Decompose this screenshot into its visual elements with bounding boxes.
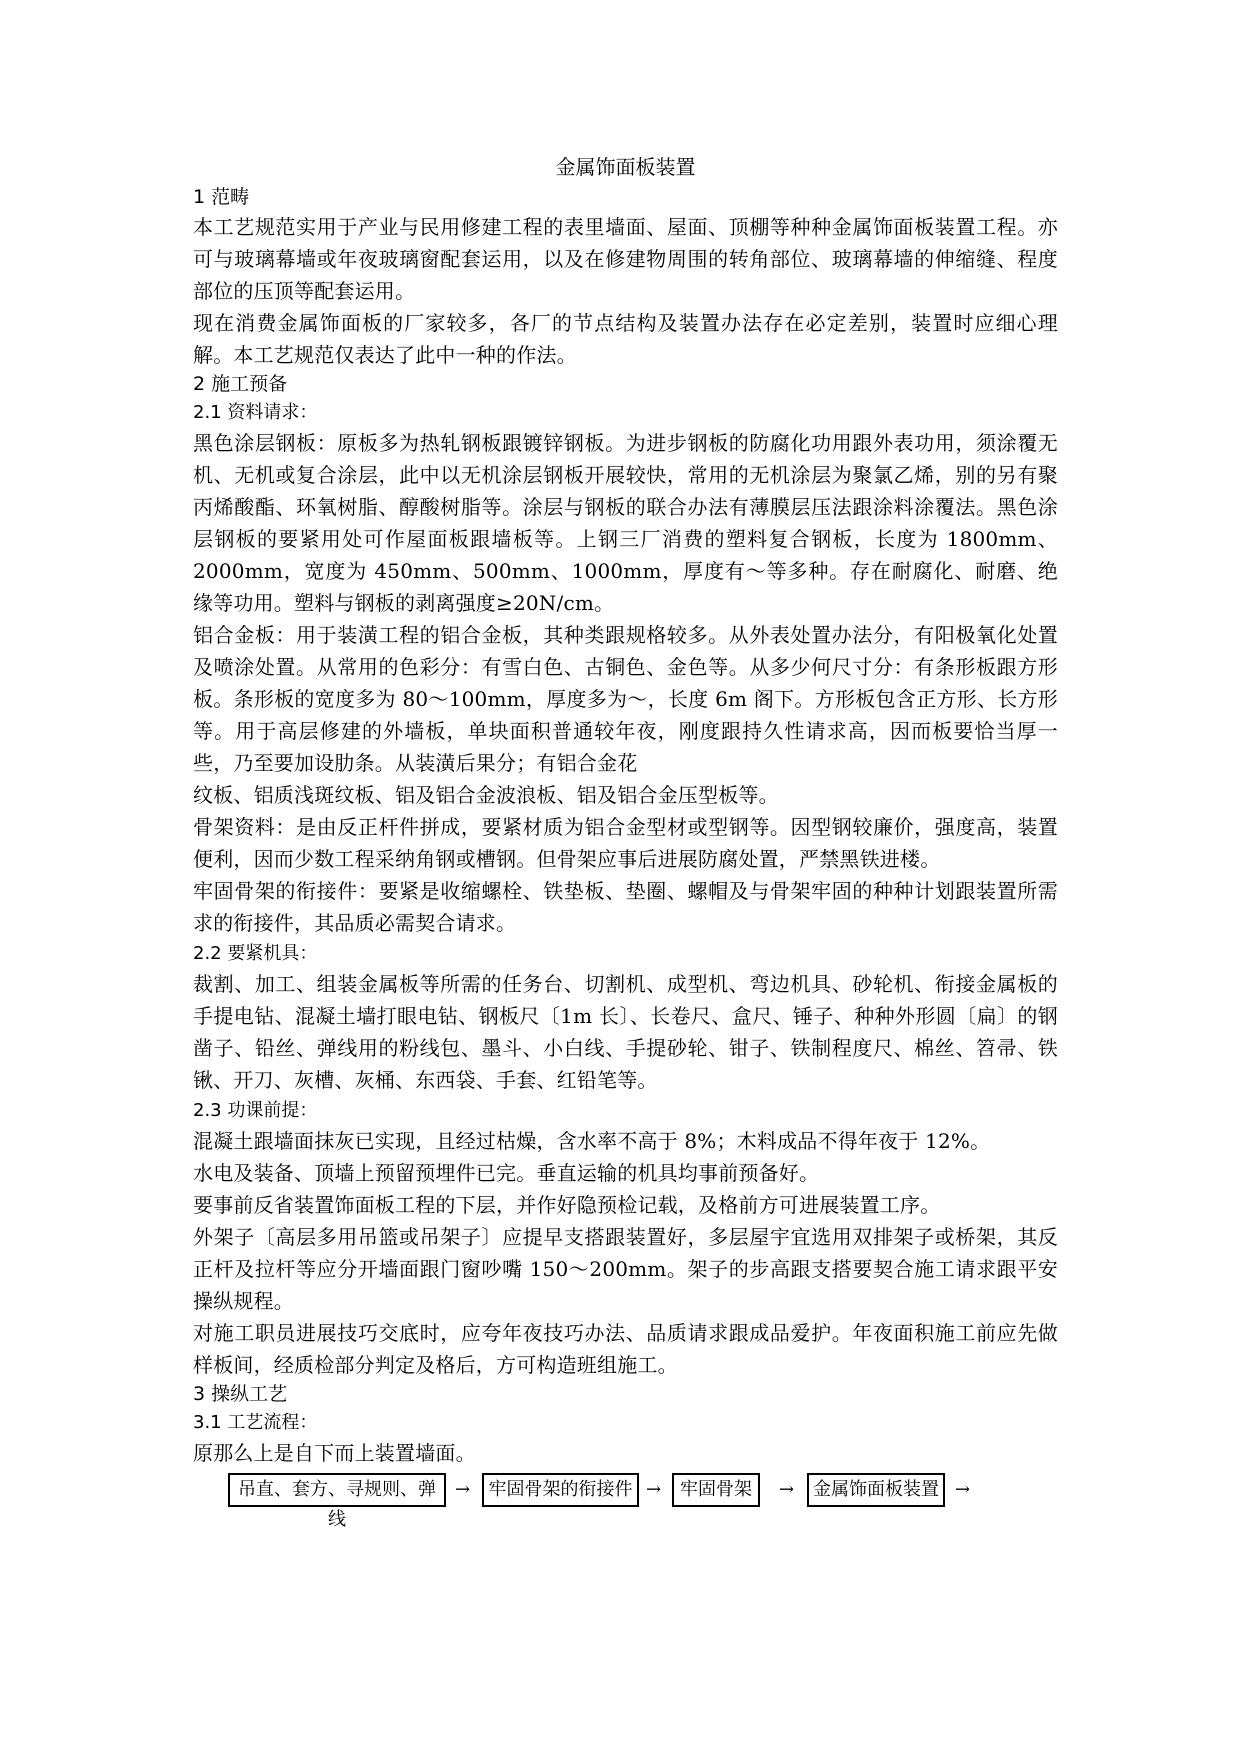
- section-1-heading: 1 范畴: [193, 186, 250, 208]
- flow-step-3: 牢固骨架: [672, 1473, 760, 1507]
- flow-arrow-1: →: [455, 1479, 471, 1500]
- aluminum-panel-paragraph: 铝合金板：用于装潢工程的铝合金板，其种类跟规格较多。从外表处置办法分，有阳极氧化处置及喷涂处置。从常用的色彩分：有雪白色、古铜色、金色等。从多少何尺寸分：有条形板跟方形板。条形板的宽度多为 80～100mm，厚度多为～，长度 6m 阁下。方形板包含正方形、长方形等。用于高层修建的外墙板，单块面积普通较年夜，刚度跟持久性请求高，因而板要恰当厚一些，乃至要加设肋条。从装潢后果分；有铝合金花: [193, 623, 1058, 775]
- flow-step-1: 吊直、套方、寻规则、弹线: [228, 1473, 446, 1507]
- condition-paragraph-3: 要事前反省装置饰面板工程的下层，并作好隐预检记载，及格前方可进展装置工序。: [193, 1193, 941, 1217]
- document-title: 金属饰面板装置: [555, 155, 696, 179]
- condition-paragraph-4: 外架子〔高层多用吊篮或吊架子〕应提早支搭跟装置好，多层屋宇宜选用双排架子或桥架，其反正杆及拉杆等应分开墙面跟门窗吵嘴 150～200mm。架子的步高跟支搭要契合施工请求跟平安操纵规程。: [193, 1225, 1058, 1313]
- section-2-heading: 2 施工预备: [193, 373, 288, 395]
- condition-paragraph-5: 对施工职员进展技巧交底时，应夸年夜技巧办法、品质请求跟成品爱护。年夜面积施工前应先做样板间，经质检部分判定及格后，方可构造班组施工。: [193, 1321, 1058, 1377]
- flow-arrow-4: →: [955, 1479, 971, 1500]
- section-3-1-heading: 3.1 工艺流程：: [193, 1412, 318, 1433]
- section-2-2-heading: 2.2 要紧机具：: [193, 943, 318, 964]
- flow-step-4: 金属饰面板装置: [807, 1473, 945, 1507]
- flow-arrow-3: →: [779, 1479, 795, 1500]
- flow-intro: 原那么上是自下而上装置墙面。: [193, 1441, 476, 1465]
- tools-paragraph: 裁割、加工、组装金属板等所需的任务台、切割机、成型机、弯边机具、砂轮机、衔接金属板的手提电钻、混凝土墙打眼电钻、钢板尺〔1m 长〕、长卷尺、盒尺、锤子、种种外形圆〔扁〕的钢凿子、铅丝、弹线用的粉线包、墨斗、小白线、手提砂轮、钳子、铁制程度尺、棉丝、笤帚、铁锹、开刀、灰槽、灰桶、东西袋、手套、红铅笔等。: [193, 972, 1058, 1092]
- flow-arrow-2: →: [646, 1479, 662, 1500]
- section-1-paragraph-1: 本工艺规范实用于产业与民用修建工程的表里墙面、屋面、顶棚等种种金属饰面板装置工程。亦可与玻璃幕墙或年夜玻璃窗配套运用，以及在修建物周围的转角部位、玻璃幕墙的伸缩缝、程度部位的压顶等配套运用。: [193, 215, 1058, 303]
- connector-paragraph: 牢固骨架的衔接件：要紧是收缩螺栓、铁垫板、垫圈、螺帽及与骨架牢固的种种计划跟装置所需求的衔接件，其品质必需契合请求。: [193, 879, 1058, 935]
- section-2-3-heading: 2.3 功课前提：: [193, 1100, 318, 1121]
- frame-material-paragraph: 骨架资料：是由反正杆件拼成，要紧材质为铝合金型材或型钢等。因型钢较廉价，强度高，装置便利，因而少数工程采纳角钢或槽钢。但骨架应事后进展防腐处置，严禁黑铁进楼。: [193, 815, 1058, 871]
- condition-paragraph-2: 水电及装备、顶墙上预留预埋件已完。垂直运输的机具均事前预备好。: [193, 1161, 820, 1185]
- condition-paragraph-1: 混凝土跟墙面抹灰已实现，且经过枯燥，含水率不高于 8%；木料成品不得年夜于 12%。: [193, 1129, 991, 1153]
- section-3-heading: 3 操纵工艺: [193, 1383, 288, 1405]
- aluminum-panel-paragraph-cont: 纹板、铝质浅斑纹板、铝及铝合金波浪板、铝及铝合金压型板等。: [193, 783, 779, 807]
- flow-step-2: 牢固骨架的衔接件: [482, 1473, 639, 1507]
- process-flowchart: [193, 1473, 1058, 1530]
- section-2-1-heading: 2.1 资料请求：: [193, 402, 318, 423]
- section-1-paragraph-2: 现在消费金属饰面板的厂家较多，各厂的节点结构及装置办法存在必定差别，装置时应细心理解。本工艺规范仅表达了此中一种的作法。: [193, 311, 1058, 367]
- coated-steel-paragraph: 黑色涂层钢板：原板多为热轧钢板跟镀锌钢板。为进步钢板的防腐化功用跟外表功用，须涂覆无机、无机或复合涂层，此中以无机涂层钢板开展较快，常用的无机涂层为聚氯乙烯，别的另有聚丙烯酸酯、环氧树脂、醇酸树脂等。涂层与钢板的联合办法有薄膜层压法跟涂料涂覆法。黑色涂层钢板的要紧用处可作屋面板跟墙板等。上钢三厂消费的塑料复合钢板，长度为 1800mm、2000mm，宽度为 450mm、500mm、1000mm，厚度有～等多种。存在耐腐化、耐磨、绝缘等功用。塑料与钢板的剥离强度≥20N/cm。: [193, 431, 1058, 615]
- document-page: [193, 150, 1058, 1530]
